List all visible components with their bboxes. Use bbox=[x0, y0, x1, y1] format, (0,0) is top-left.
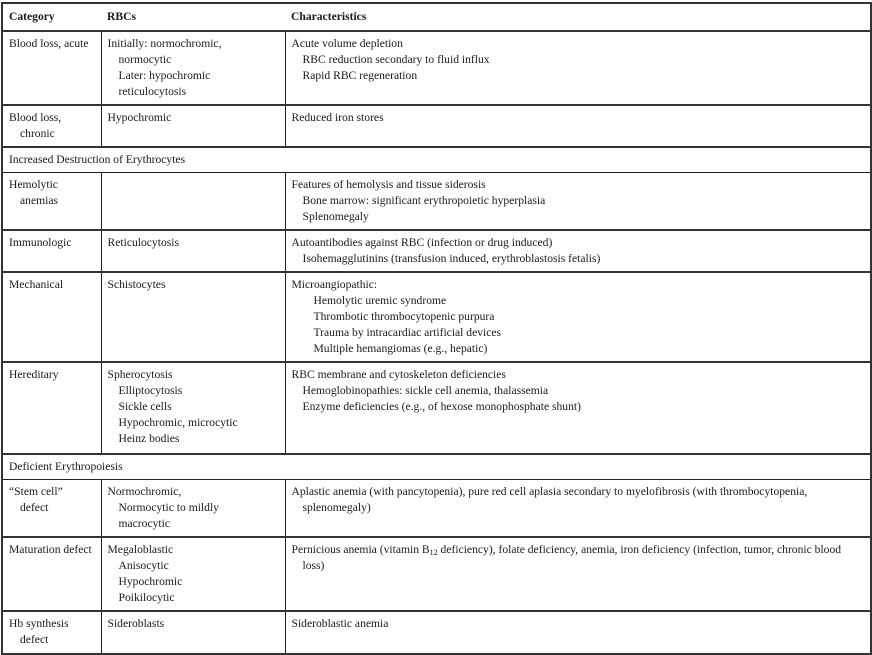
characteristic-item: Isohemagglutinins (transfusion induced, erythroblastosis fetalis) bbox=[302, 252, 601, 265]
characteristic-item: Hemoglobinopathies: sickle cell anemia, thalassemia bbox=[302, 384, 549, 397]
section-heading: Deficient Erythropoiesis bbox=[2, 454, 871, 480]
rbcs-cell bbox=[101, 362, 285, 454]
rbc-item: reticulocytosis bbox=[118, 85, 187, 98]
characteristic-item: Reduced iron stores bbox=[291, 111, 384, 124]
rbc-item: Hypochromic bbox=[118, 575, 183, 588]
rbc-item: macrocytic bbox=[118, 517, 170, 530]
category-label: Mechanical bbox=[9, 278, 64, 291]
rbcs-cell bbox=[101, 611, 285, 654]
characteristic-item: Features of hemolysis and tissue siderosis bbox=[291, 178, 486, 191]
characteristics-cell bbox=[285, 272, 871, 362]
header-category: Category bbox=[2, 3, 101, 31]
rbcs-cell bbox=[101, 480, 285, 538]
category-label: Hemolytic bbox=[9, 178, 58, 191]
category-label: Blood loss, bbox=[9, 111, 62, 124]
rbc-item: Normocytic to mildly bbox=[118, 501, 219, 514]
table-row-blood-loss-chronic bbox=[2, 105, 871, 147]
rbcs-cell bbox=[101, 537, 285, 611]
characteristic-item: RBC reduction secondary to fluid influx bbox=[302, 53, 490, 66]
rbc-item: Spherocytosis bbox=[107, 368, 173, 381]
section-row-deficient-erythropoiesis bbox=[2, 454, 871, 480]
characteristic-text: Pernicious anemia (vitamin B bbox=[291, 543, 430, 556]
category-cell bbox=[2, 31, 101, 105]
header-row bbox=[2, 3, 871, 31]
characteristic-item: Acute volume depletion bbox=[291, 37, 403, 50]
rbc-item: Hypochromic, microcytic bbox=[118, 416, 238, 429]
category-label-continued: anemias bbox=[20, 194, 58, 207]
table-row-immunologic bbox=[2, 230, 871, 272]
table-row-stem-cell-defect bbox=[2, 480, 871, 538]
characteristics-cell bbox=[285, 105, 871, 147]
rbc-item: Hypochromic bbox=[107, 111, 172, 124]
rbc-item: Megaloblastic bbox=[107, 543, 174, 556]
characteristics-cell bbox=[285, 611, 871, 654]
category-cell bbox=[2, 230, 101, 272]
rbc-item: Schistocytes bbox=[107, 278, 166, 291]
anemia-classification-table bbox=[1, 2, 872, 655]
rbc-item: Poikilocytic bbox=[118, 591, 175, 604]
rbc-item: Later: hypochromic bbox=[118, 69, 211, 82]
table-row-hereditary bbox=[2, 362, 871, 454]
table-row-hemolytic-anemias bbox=[2, 173, 871, 231]
category-label: “Stem cell” bbox=[9, 485, 63, 498]
category-cell bbox=[2, 537, 101, 611]
category-cell bbox=[2, 173, 101, 231]
rbcs-cell bbox=[101, 230, 285, 272]
category-label-continued: defect bbox=[20, 633, 49, 646]
characteristic-item: Trauma by intracardiac artificial devices bbox=[313, 326, 502, 339]
category-label-continued: defect bbox=[20, 501, 49, 514]
rbcs-cell bbox=[101, 105, 285, 147]
characteristic-item: Rapid RBC regeneration bbox=[302, 69, 418, 82]
section-heading: Increased Destruction of Erythrocytes bbox=[2, 147, 871, 173]
characteristic-item: Multiple hemangiomas (e.g., hepatic) bbox=[313, 342, 488, 355]
rbc-item: Anisocytic bbox=[118, 559, 169, 572]
table-row-mechanical bbox=[2, 272, 871, 362]
table-row-hb-synthesis-defect bbox=[2, 611, 871, 654]
category-cell bbox=[2, 362, 101, 454]
characteristic-item: Sideroblastic anemia bbox=[291, 617, 389, 630]
characteristic-item: Microangiopathic: bbox=[291, 278, 378, 291]
category-label: Immunologic bbox=[9, 236, 72, 249]
characteristic-item: Splenomegaly bbox=[302, 210, 369, 223]
characteristics-cell bbox=[285, 537, 871, 611]
table-row-blood-loss-acute bbox=[2, 31, 871, 105]
characteristics-cell bbox=[285, 230, 871, 272]
characteristics-cell bbox=[285, 31, 871, 105]
rbc-item: Sickle cells bbox=[118, 400, 172, 413]
header-rbcs: RBCs bbox=[101, 3, 285, 31]
category-label: Hb synthesis bbox=[9, 617, 69, 630]
header-characteristics: Characteristics bbox=[285, 3, 871, 31]
characteristics-cell bbox=[285, 173, 871, 231]
characteristic-item: Autoantibodies against RBC (infection or drug induced) bbox=[291, 236, 553, 249]
characteristic-item: Bone marrow: significant erythropoietic hyperplasia bbox=[302, 194, 546, 207]
category-cell bbox=[2, 105, 101, 147]
rbc-item: normocytic bbox=[118, 53, 172, 66]
subscript-12: 12 bbox=[429, 548, 438, 557]
characteristic-text: deficiency), folate deficiency, anemia, iron deficiency (infection, tumor, chronic blood loss) bbox=[302, 543, 842, 572]
rbc-item: Sideroblasts bbox=[107, 617, 165, 630]
rbcs-cell bbox=[101, 31, 285, 105]
characteristics-cell bbox=[285, 480, 871, 538]
category-cell bbox=[2, 611, 101, 654]
rbc-item: Initially: normochromic, bbox=[107, 37, 222, 50]
characteristic-item: Thrombotic thrombocytopenic purpura bbox=[313, 310, 495, 323]
characteristic-item: RBC membrane and cytoskeleton deficiencies bbox=[291, 368, 506, 381]
rbc-item: Normochromic, bbox=[107, 485, 182, 498]
category-label-continued: chronic bbox=[20, 127, 55, 140]
rbc-item: Heinz bodies bbox=[118, 432, 180, 445]
characteristic-item bbox=[292, 542, 865, 574]
characteristic-item: Hemolytic uremic syndrome bbox=[313, 294, 447, 307]
table-row-maturation-defect bbox=[2, 537, 871, 611]
category-label: Blood loss, acute bbox=[9, 37, 89, 50]
category-cell bbox=[2, 272, 101, 362]
characteristics-cell bbox=[285, 362, 871, 454]
section-row-increased-destruction bbox=[2, 147, 871, 173]
rbcs-cell bbox=[101, 272, 285, 362]
category-cell bbox=[2, 480, 101, 538]
rbc-item: Elliptocytosis bbox=[118, 384, 183, 397]
characteristic-item: Enzyme deficiencies (e.g., of hexose monophosphate shunt) bbox=[302, 400, 581, 413]
characteristic-item: Aplastic anemia (with pancytopenia), pure red cell aplasia secondary to myelofibrosis (with thrombocytopenia, splenomegaly) bbox=[291, 485, 808, 514]
rbcs-cell bbox=[101, 173, 285, 231]
category-label: Hereditary bbox=[9, 368, 59, 381]
category-label: Maturation defect bbox=[9, 543, 92, 556]
rbc-item: Reticulocytosis bbox=[107, 236, 179, 249]
